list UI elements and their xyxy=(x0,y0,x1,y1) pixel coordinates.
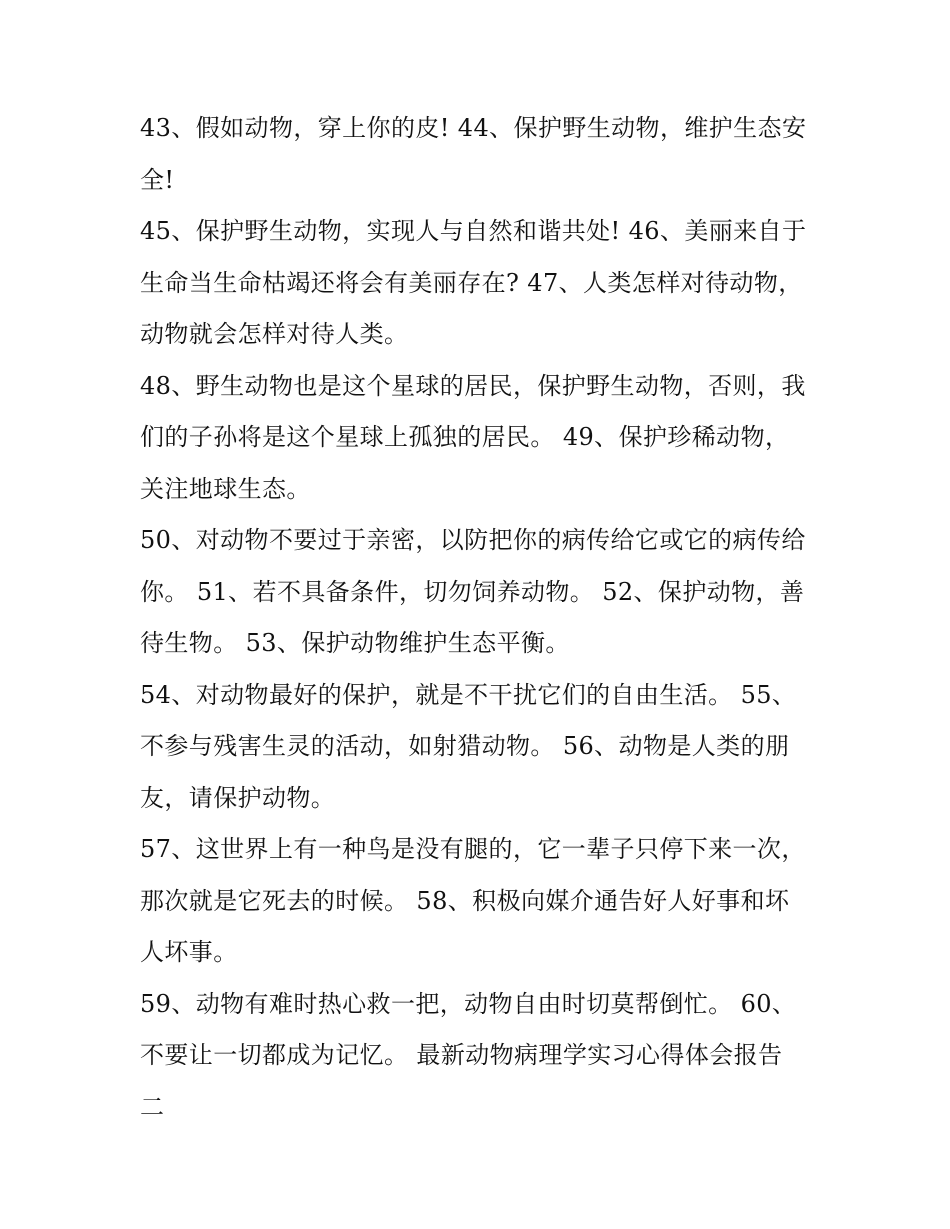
text-line: 二 xyxy=(140,1092,165,1121)
paragraph-43-44 xyxy=(140,103,820,206)
text-line: 生命当生命枯竭还将会有美丽存在? 47、人类怎样对待动物， xyxy=(140,268,803,297)
text-line: 45、保护野生动物，实现人与自然和谐共处! 46、美丽来自于 xyxy=(140,217,807,245)
text-line: 友，请保护动物。 xyxy=(140,783,336,812)
text-line: 你。 51、若不具备条件，切勿饲养动物。 52、保护动物，善 xyxy=(140,577,805,606)
text-line: 不要让一切都成为记忆。 最新动物病理学实习心得体会报告 xyxy=(140,1041,783,1069)
text-line: 动物就会怎样对待人类。 xyxy=(140,320,409,348)
text-line: 50、对动物不要过于亲密，以防把你的病传给它或它的病传给 xyxy=(140,526,806,554)
text-line: 43、假如动物，穿上你的皮! 44、保护野生动物，维护生态安 xyxy=(140,114,807,142)
text-line: 57、这世界上有一种鸟是没有腿的，它一辈子只停下来一次， xyxy=(140,835,806,863)
text-line: 48、野生动物也是这个星球的居民，保护野生动物，否则，我 xyxy=(140,371,806,400)
text-line: 那次就是它死去的时候。 58、积极向媒介通告好人好事和坏 xyxy=(140,886,790,915)
text-line: 59、动物有难时热心救一把，动物自由时切莫帮倒忙。 60、 xyxy=(140,989,797,1018)
text-line: 全! xyxy=(140,165,175,194)
text-line: 们的子孙将是这个星球上孤独的居民。 49、保护珍稀动物， xyxy=(140,423,790,451)
text-line: 不参与残害生灵的活动，如射猎动物。 56、动物是人类的朋 xyxy=(140,732,790,760)
text-line: 关注地球生态。 xyxy=(140,474,311,503)
text-line: 人坏事。 xyxy=(140,938,238,966)
paragraph-45-47 xyxy=(140,206,820,361)
text-line: 待生物。 53、保护动物维护生态平衡。 xyxy=(140,629,570,657)
paragraph-59-60 xyxy=(140,979,820,1134)
document-body xyxy=(140,103,820,1133)
paragraph-50-53 xyxy=(140,515,820,670)
text-line: 54、对动物最好的保护，就是不干扰它们的自由生活。 55、 xyxy=(140,680,797,709)
paragraph-54-56 xyxy=(140,670,820,825)
paragraph-57-58 xyxy=(140,824,820,979)
paragraph-48-49 xyxy=(140,361,820,516)
